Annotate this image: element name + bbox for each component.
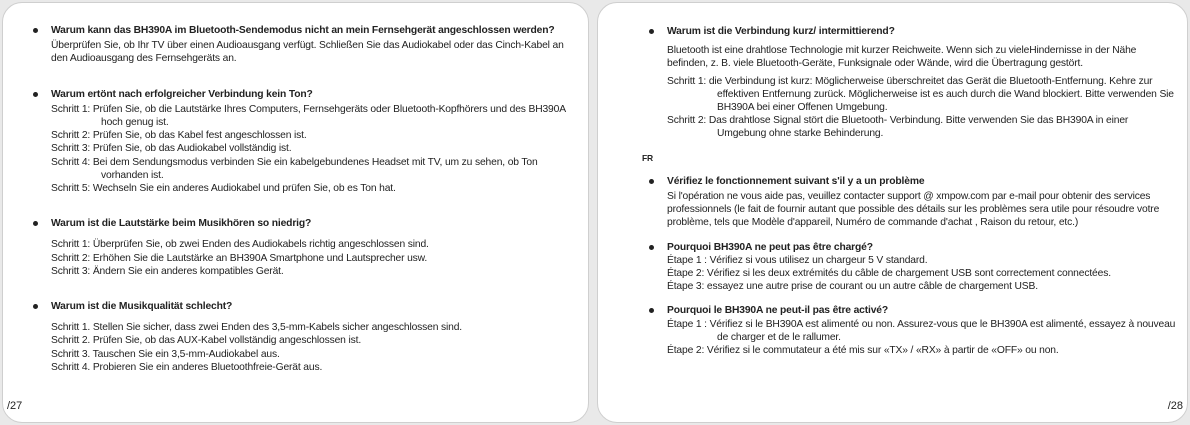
bullet-icon <box>33 304 38 309</box>
faq-answer: Überprüfen Sie, ob Ihr TV über einen Audioausgang verfügt. Schließen Sie das Audiokabel oder das Cinch-Kabel an den Audioausgang des Fernsehgeräts an. <box>51 40 564 65</box>
faq-step: Schritt 4. Probieren Sie ein anderes Bluetoothfreie-Gerät aus. <box>51 361 323 373</box>
bullet-icon <box>649 308 654 313</box>
left-page <box>2 2 589 423</box>
faq-step: Schritt 2. Prüfen Sie, ob das AUX-Kabel vollständig angeschlossen ist. <box>51 335 362 347</box>
faq-question: Pourquoi le BH390A ne peut-il pas être activé? <box>667 305 889 317</box>
faq-section <box>642 25 1177 141</box>
bullet-icon <box>33 92 38 97</box>
faq-answer: Si l'opération ne vous aide pas, veuillez contacter support @ xmpow.com par e-mail pour obtenir des services professionnels (le fait de fournir autant que possible des détails sur les problèmes sera utile pour résoudre votre problème, tels que Modèle d'appareil, Numéro de commande d'achat , Raison du retour, etc.) <box>667 191 1160 229</box>
faq-section <box>26 24 566 66</box>
left-page-content <box>26 24 566 396</box>
faq-section <box>26 300 566 374</box>
faq-answer: Bluetooth ist eine drahtlose Technologie mit kurzer Reichweite. Wenn sich zu vieleHindernisse in der Nähe befinden, z. B. viele Bluetooth-Geräte, Funksignale oder Wände, wird die Übertragung gestört. <box>667 45 1137 70</box>
faq-question: Warum ist die Verbindung kurz/ intermittierend? <box>667 26 895 37</box>
right-page-content <box>642 25 1177 368</box>
faq-step: Schritt 5: Wechseln Sie ein anderes Audiokabel und prüfen Sie, ob es Ton hat. <box>51 183 396 195</box>
faq-question: Pourquoi BH390A ne peut pas être chargé? <box>667 241 873 253</box>
faq-step: Schritt 3. Tauschen Sie ein 3,5-mm-Audiokabel aus. <box>51 348 280 360</box>
right-page <box>597 2 1188 423</box>
faq-step: Schritt 3: Ändern Sie ein anderes kompatibles Gerät. <box>51 265 284 277</box>
faq-step: Schritt 1: Überprüfen Sie, ob zwei Enden des Audiokabels richtig angeschlossen sind. <box>51 239 429 251</box>
faq-step: Étape 2: Vérifiez si le commutateur a été mis sur «TX» / «RX» à partir de «OFF» ou non. <box>667 345 1059 357</box>
faq-section <box>642 241 1177 294</box>
bullet-icon <box>33 221 38 226</box>
faq-section <box>642 304 1177 357</box>
faq-question: Warum ist die Musikqualität schlecht? <box>51 301 233 313</box>
faq-step: Schritt 2: Erhöhen Sie die Lautstärke an BH390A Smartphone und Lautsprecher usw. <box>51 252 428 264</box>
faq-section <box>26 217 566 278</box>
bullet-icon <box>649 179 654 184</box>
faq-question: Warum ertönt nach erfolgreicher Verbindung kein Ton? <box>51 88 313 100</box>
faq-step: Schritt 2: Prüfen Sie, ob das Kabel fest angeschlossen ist. <box>51 130 307 142</box>
faq-step: Étape 1 : Vérifiez si le BH390A est alimenté ou non. Assurez-vous que le BH390A est alimenté, essayez à nouveau de charger et de le rallumer. <box>667 318 1176 343</box>
faq-section <box>26 88 566 196</box>
faq-step: Étape 3: essayez une autre prise de courant ou un autre câble de chargement USB. <box>667 281 1038 293</box>
page-number: /28 <box>1167 400 1183 412</box>
faq-step: Étape 2: Vérifiez si les deux extrémités du câble de chargement USB sont correctement connectées. <box>667 268 1111 280</box>
faq-question: Warum kann das BH390A im Bluetooth-Sendemodus nicht an mein Fernsehgerät angeschlossen werden? <box>51 25 555 36</box>
faq-step: Schritt 1. Stellen Sie sicher, dass zwei Enden des 3,5-mm-Kabels sicher angeschlossen sind. <box>51 322 463 334</box>
faq-step: Schritt 3: Prüfen Sie, ob das Audiokabel vollständig ist. <box>51 143 292 155</box>
faq-step: Schritt 4: Bei dem Sendungsmodus verbinden Sie ein kabelgebundenes Headset mit TV, um zu sehen, ob Ton vorhanden ist. <box>51 156 538 181</box>
faq-question: Warum ist die Lautstärke beim Musikhören so niedrig? <box>51 218 312 230</box>
page-number: /27 <box>7 400 23 412</box>
faq-step: Schritt 2: Das drahtlose Signal stört die Bluetooth- Verbindung. Bitte verwenden Sie das BH390A in einer Umgebung ohne starke Behinderung. <box>667 115 1129 140</box>
bullet-icon <box>649 245 654 250</box>
faq-step: Schritt 1: die Verbindung ist kurz: Möglicherweise überschreitet das Gerät die Bluetooth-Entfernung. Kehre zur effektiven Entfernung zurück. Möglicherweise ist es auch durch die Wand blockiert. Bitte verwenden Sie BH390A bei einer Offenen Umgebung. <box>667 75 1174 114</box>
bullet-icon <box>649 29 654 34</box>
language-label: FR <box>642 152 654 163</box>
faq-section <box>642 175 1177 230</box>
faq-step: Étape 1 : Vérifiez si vous utilisez un chargeur 5 V standard. <box>667 254 928 266</box>
faq-step: Schritt 1: Prüfen Sie, ob die Lautstärke Ihres Computers, Fernsehgeräts oder Bluetooth-Kopfhörers und des BH390A hoch genug ist. <box>51 103 566 129</box>
bullet-icon <box>33 28 38 33</box>
faq-question: Vérifiez le fonctionnement suivant s'il y a un problème <box>667 175 925 187</box>
